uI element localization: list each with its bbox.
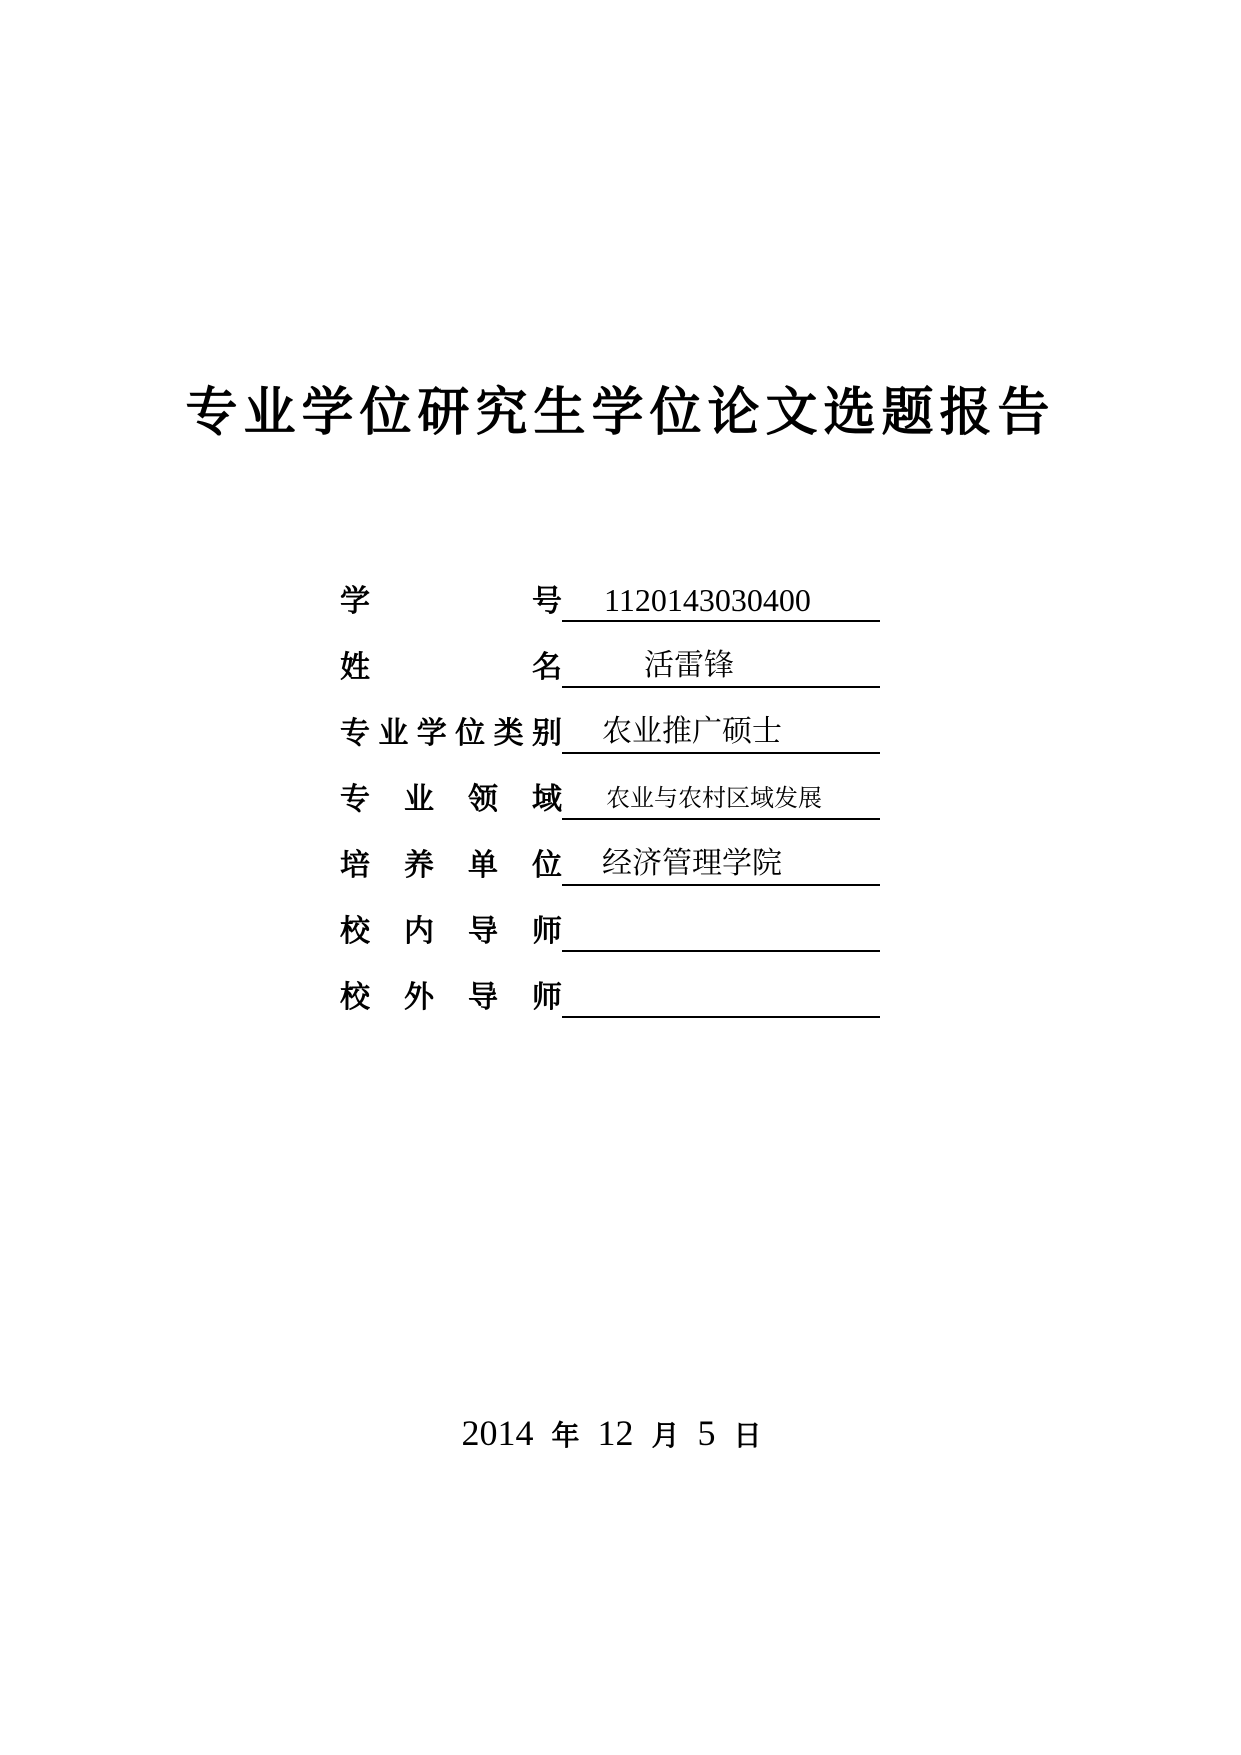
label-char: 号 — [532, 584, 562, 619]
label-char: 学 — [340, 584, 370, 619]
name-value: 活雷锋 — [562, 646, 880, 688]
report-date — [0, 1408, 1241, 1461]
field-student-id — [340, 556, 880, 622]
label-char: 培 — [340, 848, 370, 883]
field-degree-type — [340, 688, 880, 754]
label-char: 业 — [378, 716, 409, 751]
field-label — [340, 648, 562, 688]
label-char: 域 — [532, 782, 562, 817]
page-title: 专业学位研究生学位论文选题报告 — [185, 382, 1056, 443]
degree-type-value: 农业推广硕士 — [562, 712, 880, 754]
label-char: 养 — [404, 848, 434, 883]
label-char: 业 — [404, 782, 434, 817]
field-internal-advisor — [340, 886, 880, 952]
label-char: 导 — [468, 914, 498, 949]
label-char: 导 — [468, 980, 498, 1015]
training-unit-value: 经济管理学院 — [562, 844, 880, 886]
field-name — [340, 622, 880, 688]
field-major-area — [340, 754, 880, 820]
label-char: 名 — [532, 650, 562, 685]
date-month: 12 — [597, 1413, 634, 1453]
label-char: 别 — [531, 716, 562, 751]
external-advisor-value — [562, 976, 880, 1018]
internal-advisor-value — [562, 910, 880, 952]
label-char: 领 — [468, 782, 498, 817]
label-char: 位 — [455, 716, 486, 751]
date-month-char: 月 — [651, 1419, 680, 1452]
date-day-char: 日 — [733, 1419, 762, 1452]
date-year-char: 年 — [551, 1419, 580, 1452]
label-char: 类 — [493, 716, 524, 751]
label-char: 单 — [468, 848, 498, 883]
label-char: 专 — [340, 782, 370, 817]
field-label — [340, 780, 562, 820]
field-label — [340, 912, 562, 952]
info-table — [340, 556, 880, 1018]
major-area-value: 农业与农村区域发展 — [562, 778, 880, 820]
date-day: 5 — [697, 1413, 716, 1453]
label-char: 师 — [532, 980, 562, 1015]
label-char: 校 — [340, 980, 370, 1015]
label-char: 学 — [416, 716, 447, 751]
label-char: 校 — [340, 914, 370, 949]
label-char: 外 — [404, 980, 434, 1015]
label-char: 位 — [532, 848, 562, 883]
label-char: 内 — [404, 914, 434, 949]
student-id-value: 1120143030400 — [562, 580, 880, 622]
field-label — [340, 582, 562, 622]
field-label — [340, 846, 562, 886]
label-char: 专 — [340, 716, 370, 751]
field-label — [340, 978, 562, 1018]
field-external-advisor — [340, 952, 880, 1018]
label-char: 师 — [532, 914, 562, 949]
date-year: 2014 — [461, 1413, 534, 1453]
field-label — [340, 714, 562, 754]
field-training-unit — [340, 820, 880, 886]
label-char: 姓 — [340, 650, 370, 685]
